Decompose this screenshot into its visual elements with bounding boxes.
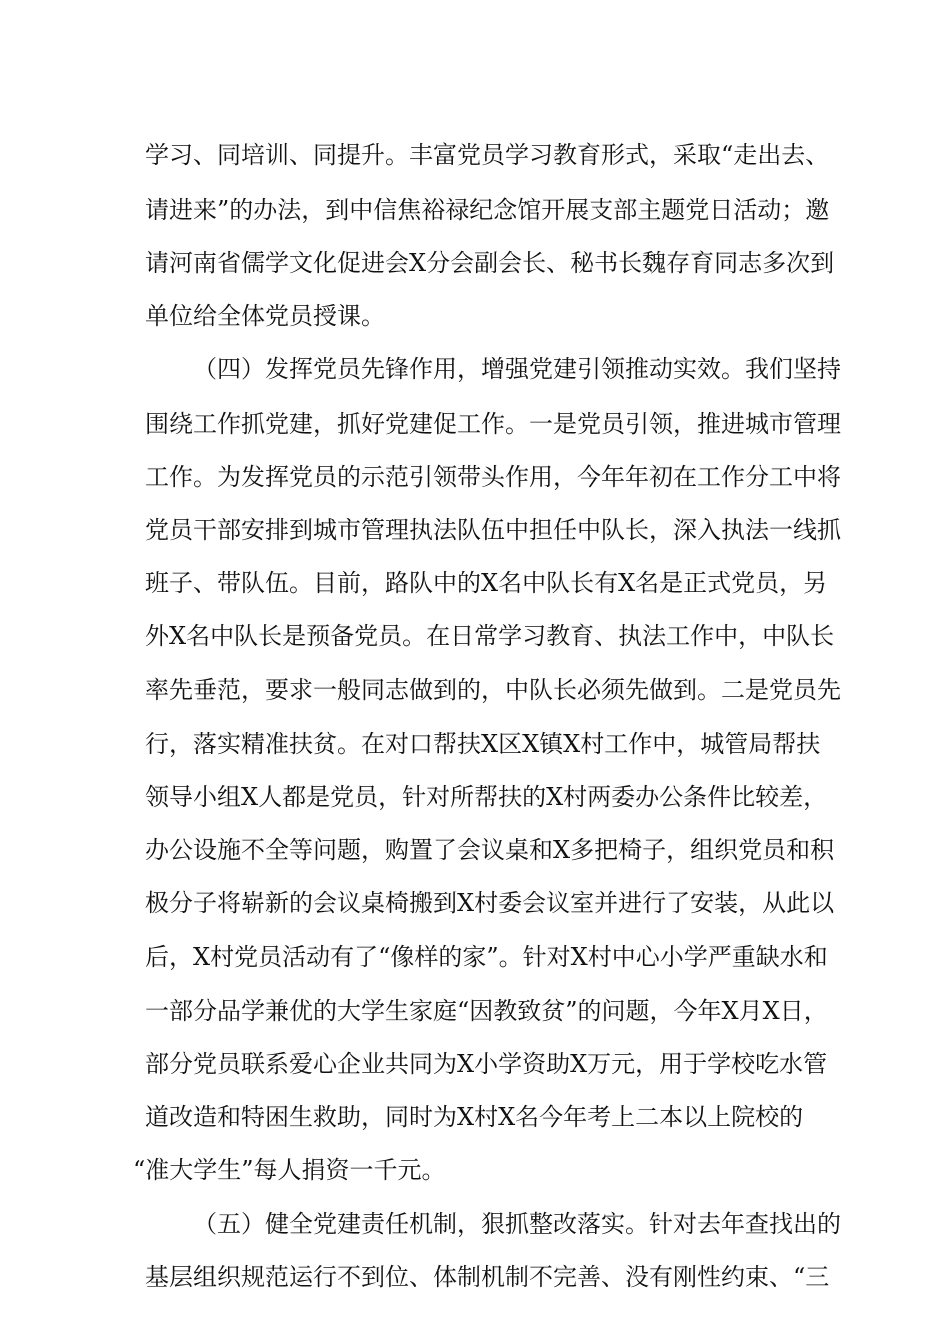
text-line: 党员干部安排到城市管理执法队伍中担任中队长，深入执法一线抓 — [145, 516, 841, 544]
text-line: 围绕工作抓党建，抓好党建促工作。一是党员引领，推进城市管理 — [145, 410, 841, 438]
text-line: 办公设施不全等问题，购置了会议桌和X多把椅子，组织党员和积 — [145, 836, 835, 864]
text-line: 请进来”的办法，到中信焦裕禄纪念馆开展支部主题党日活动；邀 — [145, 196, 830, 224]
text-line: 道改造和特困生救助，同时为X村X名今年考上二本以上院校的 — [145, 1103, 804, 1131]
text-line: 请河南省儒学文化促进会X分会副会长、秘书长魏存育同志多次到 — [145, 249, 835, 277]
text-line: 工作。为发挥党员的示范引领带头作用，今年年初在工作分工中将 — [145, 463, 841, 491]
text-line: 外X名中队长是预备党员。在日常学习教育、执法工作中，中队长 — [145, 622, 835, 650]
text-line: 行，落实精准扶贫。在对口帮扶X区X镇X村工作中，城管局帮扶 — [145, 730, 821, 758]
text-line: 一部分品学兼优的大学生家庭“因教致贫”的问题，今年X月X日， — [145, 997, 828, 1025]
section-heading-5: （五）健全党建责任机制，狠抓整改落实。针对去年查找出的 — [193, 1210, 841, 1238]
text-line: “准大学生”每人捐资一千元。 — [133, 1156, 446, 1184]
text-line: 基层组织规范运行不到位、体制机制不完善、没有刚性约束、“三 — [145, 1263, 830, 1291]
text-line: 领导小组X人都是党员，针对所帮扶的X村两委办公条件比较差， — [145, 783, 828, 811]
text-line: 率先垂范，要求一般同志做到的，中队长必须先做到。二是党员先 — [145, 676, 841, 704]
text-line: 单位给全体党员授课。 — [145, 302, 385, 330]
text-line: 学习、同培训、同提升。丰富党员学习教育形式，采取“走出去、 — [145, 141, 830, 169]
text-line: 极分子将崭新的会议桌椅搬到X村委会议室并进行了安装，从此以 — [145, 889, 835, 917]
text-line: 后，X村党员活动有了“像样的家”。针对X村中心小学严重缺水和 — [145, 943, 828, 971]
section-heading-4: （四）发挥党员先锋作用，增强党建引领推动实效。我们坚持 — [193, 355, 841, 383]
text-line: 班子、带队伍。目前，路队中的X名中队长有X名是正式党员，另 — [145, 569, 828, 597]
text-line: 部分党员联系爱心企业共同为X小学资助X万元，用于学校吃水管 — [145, 1050, 828, 1078]
